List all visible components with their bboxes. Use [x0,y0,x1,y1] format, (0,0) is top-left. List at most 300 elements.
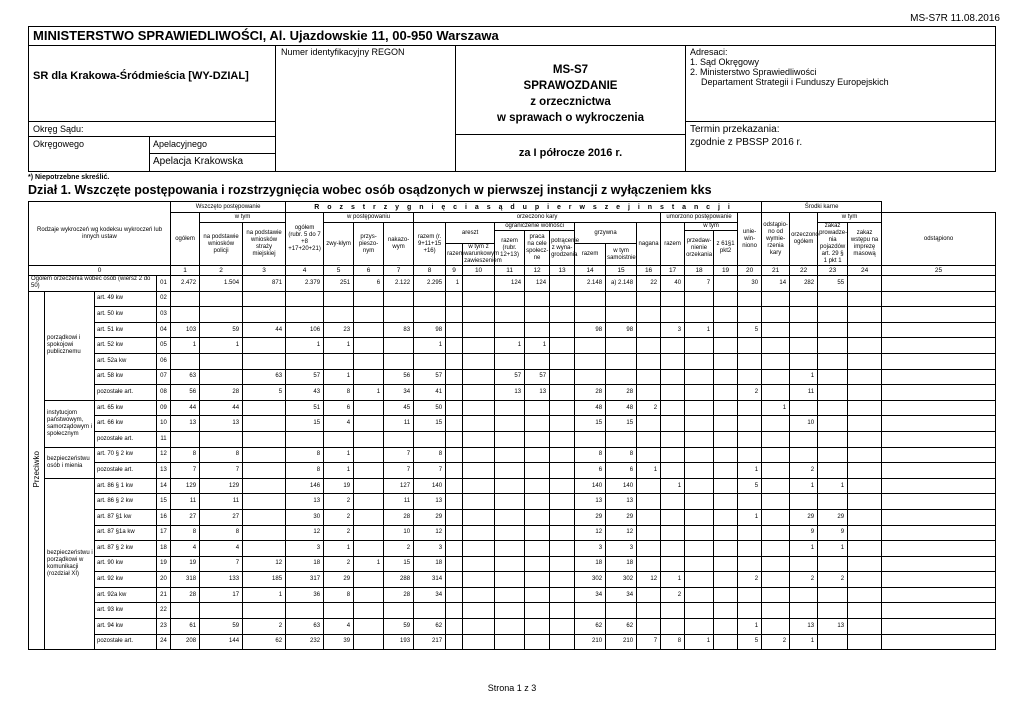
table-cell [446,541,463,557]
table-cell [661,369,685,385]
table-cell: 5 [738,478,762,494]
table-cell [446,431,463,447]
table-cell: 1 [446,276,463,292]
table-cell [714,353,738,369]
table-cell: 13 [414,494,446,510]
report-title [457,62,684,126]
table-cell [384,291,414,307]
table-cell [714,276,738,292]
table-cell [463,353,495,369]
table-cell [685,541,714,557]
table-cell [685,369,714,385]
table-cell [243,447,286,463]
row-label: pozostałe art. [95,634,157,650]
table-cell [738,494,762,510]
table-cell: 1 [495,338,525,354]
table-cell [661,447,685,463]
table-cell [848,447,882,463]
table-cell [463,556,495,572]
table-cell [495,619,525,635]
table-cell [685,338,714,354]
divider [685,121,995,122]
table-cell [463,338,495,354]
table-cell: 29 [414,509,446,525]
table-cell: 1 [661,478,685,494]
table-cell: 302 [606,572,637,588]
table-cell [661,509,685,525]
table-cell [550,322,575,338]
table-cell: 13 [495,385,525,401]
table-cell: 2.295 [414,276,446,292]
table-cell [446,338,463,354]
table-cell [354,447,384,463]
table-cell: 8 [324,587,354,603]
row-number: 10 [157,416,171,432]
table-cell [495,525,525,541]
table-cell [495,634,525,650]
table-cell: 127 [384,478,414,494]
regon-label: Numer identyfikacyjny REGON [281,47,405,57]
row-label: art. 52 kw [95,338,157,354]
table-cell [637,338,661,354]
row-label: art. 94 kw [95,619,157,635]
row-label: art. 49 kw [95,291,157,307]
table-cell [818,603,848,619]
table-cell [637,447,661,463]
column-number: 2 [200,266,243,276]
table-cell [463,478,495,494]
table-cell [525,447,550,463]
table-cell: 13 [790,619,818,635]
table-cell [714,447,738,463]
table-cell: 41 [414,385,446,401]
row-number: 02 [157,291,171,307]
table-cell: 29 [818,509,848,525]
divider [149,153,275,154]
table-cell: 36 [286,587,324,603]
table-cell [685,478,714,494]
header-areszt: areszt [446,223,495,244]
table-cell: 3 [575,541,606,557]
table-cell: 140 [575,478,606,494]
table-cell [714,572,738,588]
row-label: art. 87 § 2 kw [95,541,157,557]
table-cell [495,603,525,619]
table-cell [637,322,661,338]
table-cell [446,525,463,541]
table-cell [714,525,738,541]
table-cell [685,587,714,603]
table-cell: 1 [525,338,550,354]
table-cell [243,603,286,619]
table-cell [495,431,525,447]
row-number: 12 [157,447,171,463]
table-cell: 18 [606,556,637,572]
table-cell [550,416,575,432]
table-cell: 2.472 [171,276,200,292]
row-label: art. 86 § 1 kw [95,478,157,494]
table-cell [550,556,575,572]
column-number: 10 [463,266,495,276]
table-cell [818,353,848,369]
header-umorzono-wtym: w tym [685,223,738,231]
table-cell [661,525,685,541]
table-cell [354,369,384,385]
table-cell: 44 [243,322,286,338]
table-cell [384,307,414,323]
table-row [29,587,996,603]
column-number: 18 [685,266,714,276]
table-cell [714,509,738,525]
table-cell [525,525,550,541]
table-cell: 61 [171,619,200,635]
table-cell: 133 [200,572,243,588]
header-nakazowym: nakazo-wym [384,223,414,266]
column-number: 6 [354,266,384,276]
table-cell [414,431,446,447]
table-cell: 28 [575,385,606,401]
table-cell [495,541,525,557]
table-cell [550,525,575,541]
table-row [29,400,996,416]
table-cell [606,307,637,323]
header-zwyklym: zwy-kłym [324,223,354,266]
row-group-label: instytucjom państwowym, samorządowym i społecznym [45,400,95,447]
row-number: 23 [157,619,171,635]
table-cell [354,541,384,557]
table-cell [637,541,661,557]
table-cell [882,603,996,619]
table-cell [848,634,882,650]
column-number: 22 [790,266,818,276]
table-cell: 22 [637,276,661,292]
table-cell [550,494,575,510]
table-cell [463,603,495,619]
table-cell [171,431,200,447]
header-razem-12-13: razem (rubr. 12+13) [495,231,525,266]
table-cell [714,619,738,635]
table-cell [354,634,384,650]
table-row [29,619,996,635]
row-label: pozostałe art. [95,385,157,401]
table-cell: 23 [324,322,354,338]
table-cell: 5 [243,385,286,401]
table-cell: 2 [324,494,354,510]
table-cell [738,307,762,323]
table-cell: 15 [606,416,637,432]
table-cell: 13 [606,494,637,510]
table-cell [762,307,790,323]
table-cell [661,291,685,307]
table-cell [495,463,525,479]
header-grzywna: grzywna [575,223,637,244]
table-cell: 34 [606,587,637,603]
table-cell [661,619,685,635]
table-cell: 1 [286,338,324,354]
table-cell: 3 [286,541,324,557]
table-row [29,509,996,525]
row-label: art. 92 kw [95,572,157,588]
table-cell [762,369,790,385]
table-cell [525,463,550,479]
table-cell: 11 [171,494,200,510]
header-przyspieszonym: przys-pieszo-nym [354,223,384,266]
table-cell [738,431,762,447]
table-cell [738,541,762,557]
table-cell [790,587,818,603]
table-cell: 39 [324,634,354,650]
table-cell: 144 [200,634,243,650]
divider [29,136,275,137]
table-cell [446,369,463,385]
table-cell [714,416,738,432]
table-cell [685,400,714,416]
table-cell [685,431,714,447]
row-label: art. 66 kw [95,416,157,432]
table-cell [463,587,495,603]
column-number: 25 [882,266,996,276]
divider [685,45,686,171]
table-cell: 4 [200,541,243,557]
table-cell [790,291,818,307]
table-cell: 1 [790,541,818,557]
divider [149,136,150,171]
header-odstapiono-wym: odstąpio-no od wymie-rzenia kary [762,213,790,266]
przeciwko-label [29,291,45,650]
row-number: 20 [157,572,171,588]
table-cell: 129 [171,478,200,494]
table-cell: 4 [324,619,354,635]
column-number: 9 [446,266,463,276]
table-cell: 57 [414,369,446,385]
table-cell [848,353,882,369]
apelacja-value: Apelacja Krakowska [153,156,244,167]
header-w-postepowaniu: w postępowaniu [324,213,414,223]
table-cell [848,416,882,432]
header-grzywna-razem: razem [575,244,606,266]
table-cell [848,385,882,401]
table-cell [575,603,606,619]
table-cell [550,603,575,619]
table-cell [882,478,996,494]
table-cell: 8 [661,634,685,650]
table-cell [463,509,495,525]
table-cell: 12 [575,525,606,541]
table-cell [463,634,495,650]
table-cell [243,307,286,323]
table-cell [525,619,550,635]
table-cell [414,291,446,307]
table-cell [243,353,286,369]
divider [455,45,456,171]
table-cell [243,291,286,307]
table-cell [463,525,495,541]
table-cell: 1 [762,400,790,416]
table-row [29,447,996,463]
table-cell [463,619,495,635]
table-cell [848,322,882,338]
table-cell [414,603,446,619]
header-praca: praca na cele społecz-ne [525,231,550,266]
table-cell [685,416,714,432]
table-cell [525,587,550,603]
table-cell: 13 [200,416,243,432]
row-label: art. 92a kw [95,587,157,603]
table-row [29,307,996,323]
table-cell: 8 [414,447,446,463]
table-cell: 29 [575,509,606,525]
table-row [29,572,996,588]
table-cell [525,291,550,307]
table-cell [446,478,463,494]
table-cell [463,463,495,479]
table-cell: 15 [414,416,446,432]
row-label: pozostałe art. [95,463,157,479]
table-cell: 15 [575,416,606,432]
table-cell: 62 [575,619,606,635]
table-cell [714,322,738,338]
table-cell: 251 [324,276,354,292]
table-cell [525,509,550,525]
table-cell: 59 [200,322,243,338]
table-cell [790,322,818,338]
table-cell [200,291,243,307]
table-cell [714,307,738,323]
table-cell [463,369,495,385]
table-cell [575,369,606,385]
table-cell [685,525,714,541]
table-cell [714,431,738,447]
table-cell: 11 [790,385,818,401]
table-cell [550,385,575,401]
table-cell: 2 [324,525,354,541]
table-cell [714,338,738,354]
table-cell [243,509,286,525]
row-number: 05 [157,338,171,354]
table-cell: 50 [414,400,446,416]
table-cell [243,463,286,479]
termin-value: zgodnie z PBSSP 2016 r. [690,137,803,148]
table-row [29,385,996,401]
table-cell: 62 [606,619,637,635]
table-cell [818,587,848,603]
table-cell [243,494,286,510]
header-srodki-wtym: w tym [818,213,882,223]
table-cell [463,494,495,510]
form-code: MS-S7R 11.08.2016 [910,13,1000,24]
table-cell: 18 [286,556,324,572]
row-label: art. 70 § 2 kw [95,447,157,463]
table-cell: 317 [286,572,324,588]
row-number: 24 [157,634,171,650]
table-cell [414,307,446,323]
table-cell: 18 [414,556,446,572]
table-cell: 5 [738,634,762,650]
table-cell [738,525,762,541]
table-cell: 2 [818,572,848,588]
table-cell: 11 [384,494,414,510]
column-number: 5 [324,266,354,276]
table-row [29,369,996,385]
table-cell [286,603,324,619]
okregowego-label: Okręgowego [33,139,85,149]
row-label: art. 58 kw [95,369,157,385]
table-cell [200,369,243,385]
table-cell [790,338,818,354]
column-number: 15 [606,266,637,276]
table-cell [446,400,463,416]
table-cell: 2 [738,572,762,588]
table-cell: 40 [661,276,685,292]
table-cell [661,556,685,572]
table-cell: 62 [414,619,446,635]
table-cell [550,541,575,557]
table-cell [661,416,685,432]
table-cell [661,541,685,557]
table-cell [354,494,384,510]
title-line-2: SPRAWOZDANIE [523,80,618,92]
row-label: art. 86 § 2 kw [95,494,157,510]
table-cell [637,619,661,635]
table-cell: 15 [286,416,324,432]
table-cell [495,509,525,525]
table-cell [661,463,685,479]
table-cell: 7 [384,463,414,479]
table-cell: 282 [790,276,818,292]
table-cell [200,307,243,323]
table-cell [463,431,495,447]
table-cell: 8 [200,447,243,463]
divider [455,134,685,135]
table-cell [882,494,996,510]
table-row [29,431,996,447]
table-cell [848,291,882,307]
column-number: 17 [661,266,685,276]
table-cell [525,400,550,416]
table-cell: 13 [575,494,606,510]
table-cell [463,447,495,463]
table-cell: 29 [324,572,354,588]
table-cell [495,572,525,588]
table-cell [685,619,714,635]
header-wtym: w tym [200,213,286,223]
table-cell [848,587,882,603]
table-cell: 7 [200,463,243,479]
report-period: za I półrocze 2016 r. [518,147,623,159]
table-cell [848,369,882,385]
table-cell [525,353,550,369]
row-number: 13 [157,463,171,479]
row-number: 15 [157,494,171,510]
adresaci-block [690,47,889,87]
table-cell [882,447,996,463]
table-cell: 2 [384,541,414,557]
table-cell: 28 [200,385,243,401]
table-cell [354,463,384,479]
table-cell [606,338,637,354]
table-row [29,276,996,292]
table-cell [446,291,463,307]
table-cell [243,431,286,447]
table-cell [243,338,286,354]
table-cell: 1 [414,338,446,354]
table-cell [738,556,762,572]
table-cell [446,619,463,635]
table-cell: 208 [171,634,200,650]
table-cell [882,307,996,323]
table-cell [762,587,790,603]
table-cell: 1 [661,572,685,588]
